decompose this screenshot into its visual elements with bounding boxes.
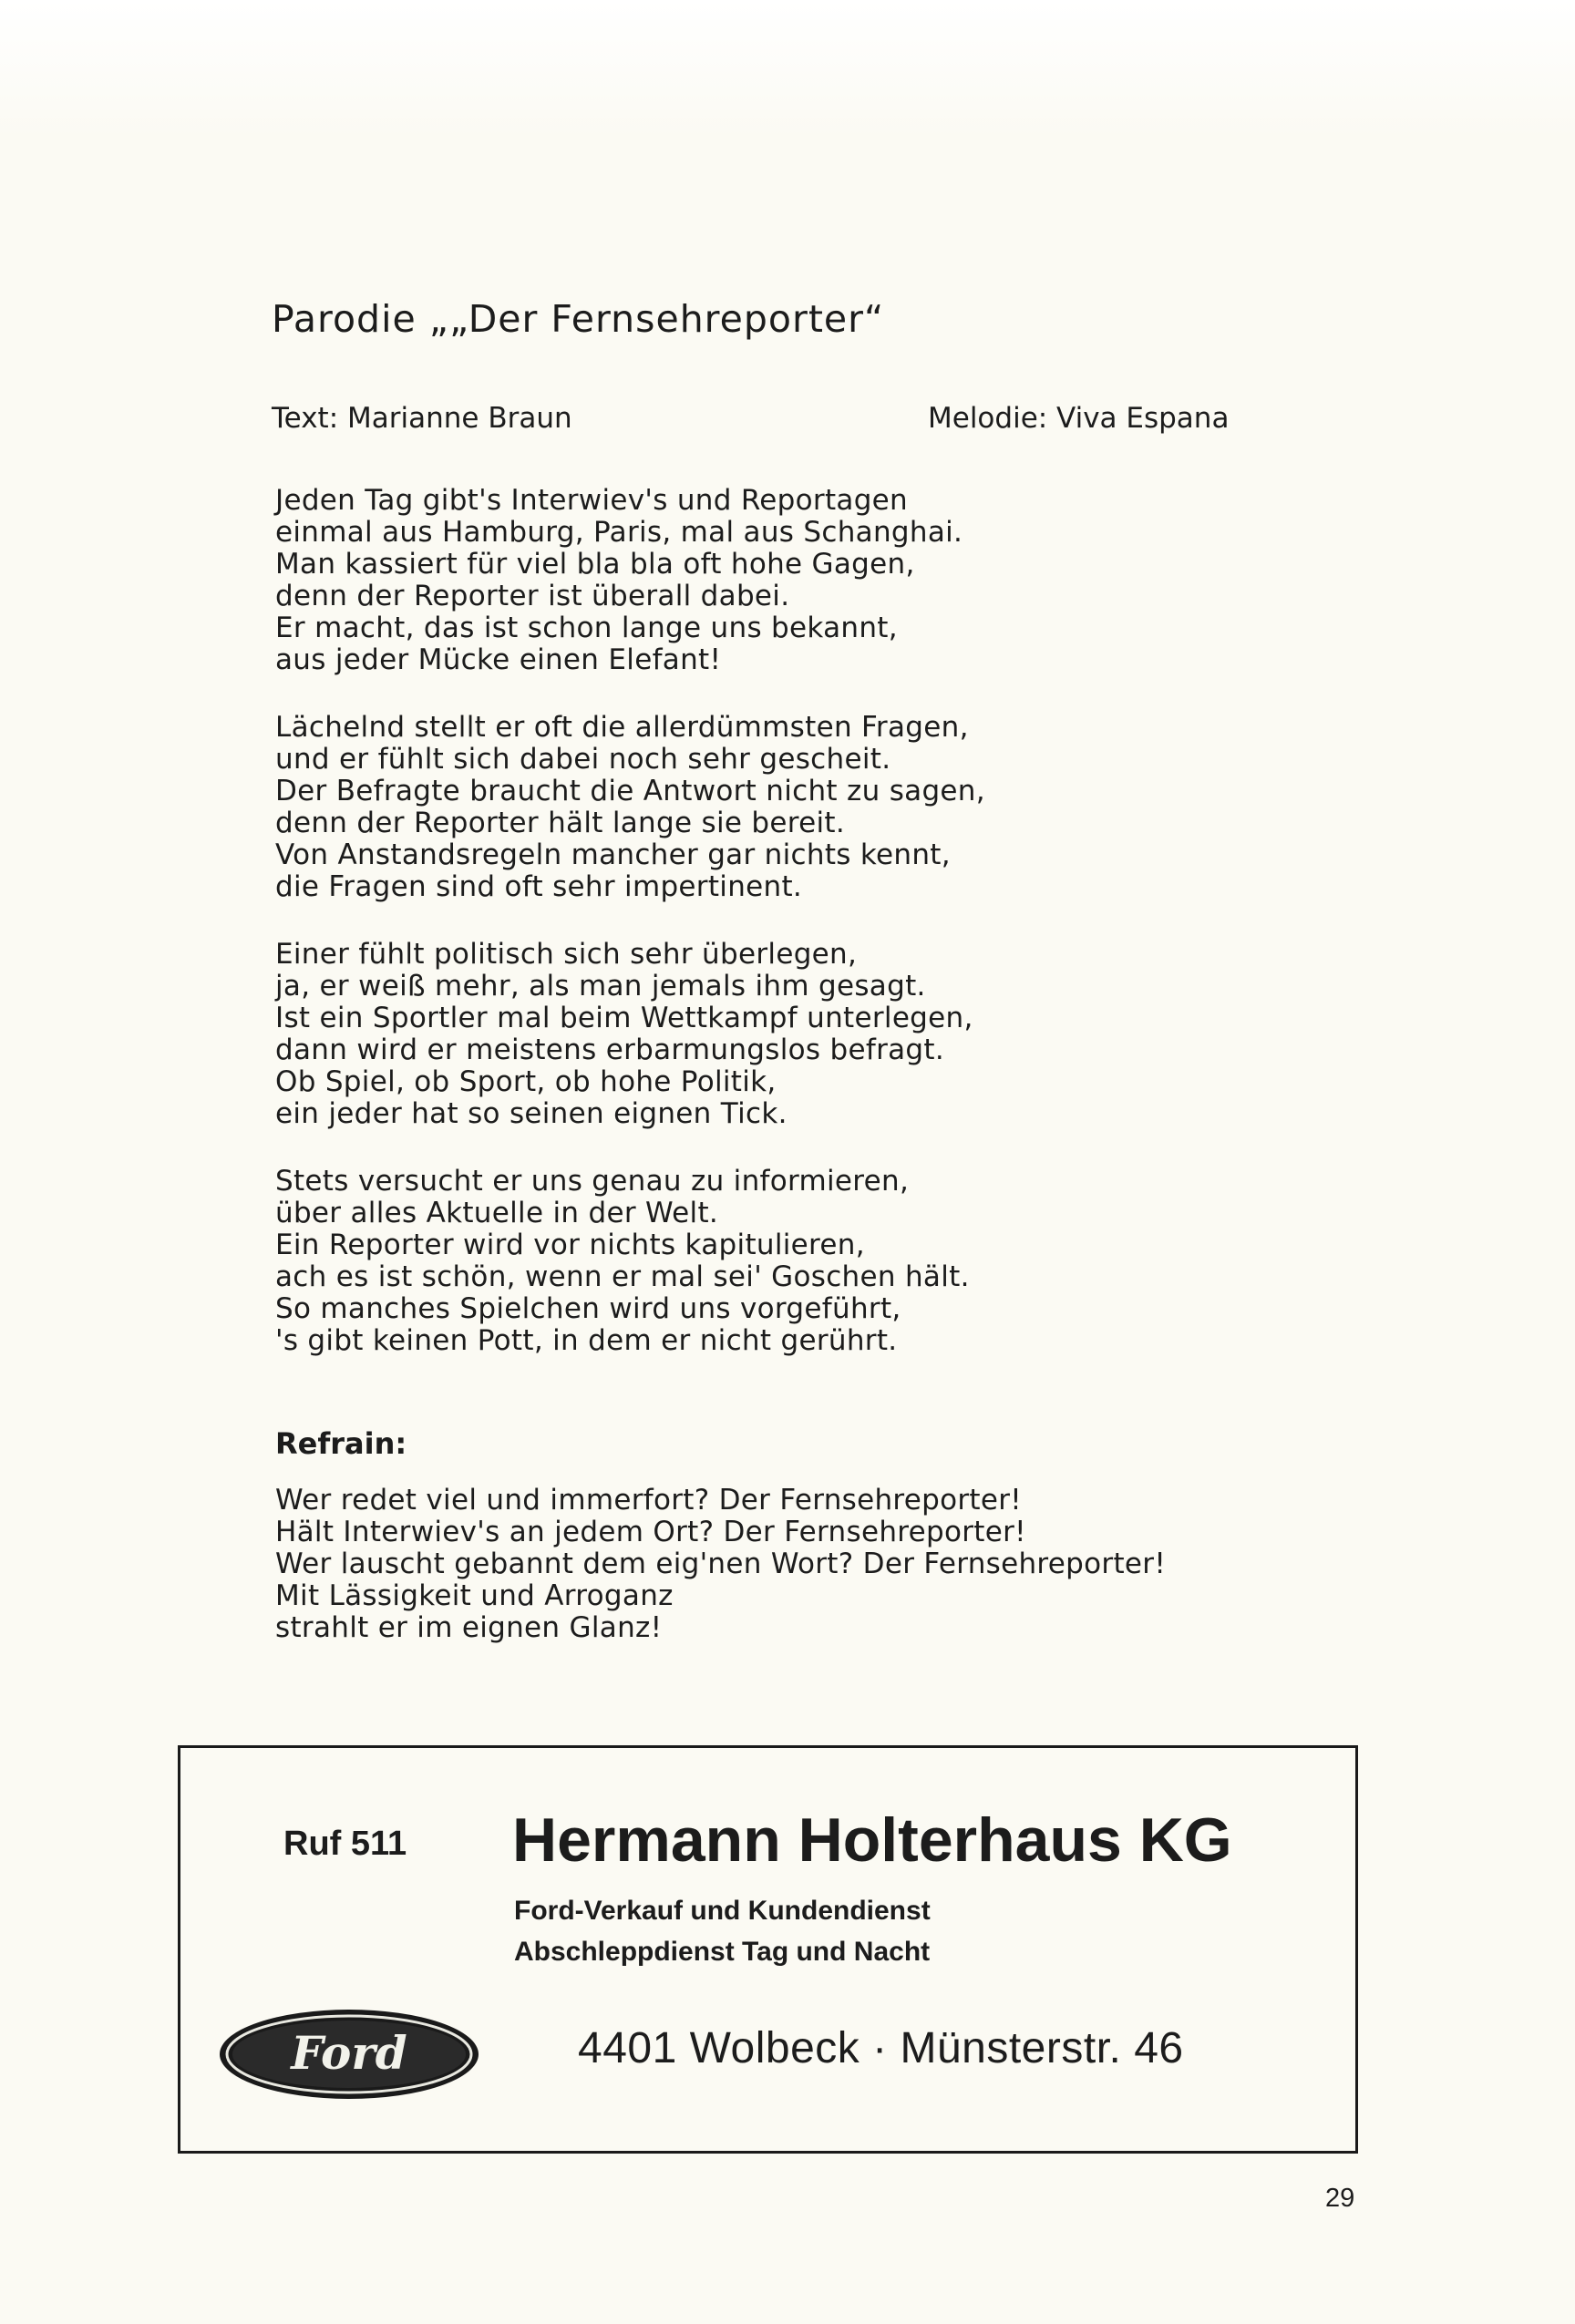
stanza-line: denn der Reporter hält lange sie bereit. bbox=[275, 807, 846, 839]
stanza-line: ach es ist schön, wenn er mal sei' Goschen hält. bbox=[275, 1260, 970, 1293]
stanza-line: ein jeder hat so seinen eignen Tick. bbox=[275, 1097, 788, 1130]
refrain-line: Mit Lässigkeit und Arroganz bbox=[275, 1579, 674, 1612]
ford-logo-text: Ford bbox=[291, 2026, 407, 2080]
stanza-line: 's gibt keinen Pott, in dem er nicht gerührt. bbox=[275, 1324, 898, 1357]
stanza-line: und er fühlt sich dabei noch sehr gescheit. bbox=[275, 743, 891, 776]
stanza-line: Einer fühlt politisch sich sehr überlegen, bbox=[275, 938, 858, 971]
page-title: Parodie „„Der Fernsehreporter“ bbox=[272, 297, 885, 341]
stanza-line: dann wird er meistens erbarmungslos befragt. bbox=[275, 1033, 944, 1066]
refrain bbox=[275, 1485, 1278, 1644]
stanza-line: Der Befragte braucht die Antwort nicht zu sagen, bbox=[275, 775, 985, 807]
stanza-line: So manches Spielchen wird uns vorgeführt, bbox=[275, 1292, 901, 1325]
melody-credit: Melodie: Viva Espana bbox=[928, 402, 1230, 435]
refrain-line: Wer lauscht gebannt dem eig'nen Wort? Der Fernsehreporter! bbox=[275, 1548, 1167, 1580]
stanza-line: Stets versucht er uns genau zu informieren, bbox=[275, 1165, 910, 1198]
stanza-line: Lächelnd stellt er oft die allerdümmsten Fragen, bbox=[275, 711, 969, 744]
stanza-line: Man kassiert für viel bla bla oft hohe Gagen, bbox=[275, 548, 915, 581]
refrain-line: Hält Interwiev's an jedem Ort? Der Fernsehreporter! bbox=[275, 1516, 1026, 1548]
stanza-line: die Fragen sind oft sehr impertinent. bbox=[275, 870, 803, 903]
stanza-line: Jeden Tag gibt's Interwiev's und Reportagen bbox=[275, 484, 909, 517]
lyrics-author: Text: Marianne Braun bbox=[272, 402, 572, 435]
ad-company-name: Hermann Holterhaus KG bbox=[512, 1805, 1232, 1875]
page-top-shade bbox=[0, 0, 1575, 137]
stanza-line: über alles Aktuelle in der Welt. bbox=[275, 1197, 719, 1229]
ad-service-sales: Ford-Verkauf und Kundendienst bbox=[514, 1896, 931, 1926]
stanza-2 bbox=[275, 712, 1278, 903]
stanza-line: Ob Spiel, ob Sport, ob hohe Politik, bbox=[275, 1065, 777, 1098]
ad-address: 4401 Wolbeck · Münsterstr. 46 bbox=[578, 2024, 1184, 2072]
stanza-line: einmal aus Hamburg, Paris, mal aus Schanghai. bbox=[275, 516, 963, 549]
refrain-heading: Refrain: bbox=[275, 1426, 407, 1461]
stanza-line: denn der Reporter ist überall dabei. bbox=[275, 580, 790, 612]
refrain-line: strahlt er im eignen Glanz! bbox=[275, 1611, 663, 1644]
ad-phone-number: Ruf 511 bbox=[283, 1825, 407, 1863]
refrain-line: Wer redet viel und immerfort? Der Fernsehreporter! bbox=[275, 1484, 1023, 1517]
stanza-line: Er macht, das ist schon lange uns bekannt, bbox=[275, 612, 898, 644]
stanza-3 bbox=[275, 939, 1278, 1130]
stanza-1 bbox=[275, 485, 1278, 676]
stanza-line: ja, er weiß mehr, als man jemals ihm gesagt. bbox=[275, 970, 926, 1003]
stanza-line: Von Anstandsregeln mancher gar nichts kennt, bbox=[275, 838, 951, 871]
stanza-line: Ein Reporter wird vor nichts kapitulieren, bbox=[275, 1229, 865, 1261]
stanza-line: aus jeder Mücke einen Elefant! bbox=[275, 643, 722, 676]
stanza-line: Ist ein Sportler mal beim Wettkampf unterlegen, bbox=[275, 1002, 973, 1034]
ad-service-towing: Abschleppdienst Tag und Nacht bbox=[514, 1937, 931, 1967]
ford-logo-icon bbox=[217, 2007, 481, 2102]
stanza-4 bbox=[275, 1166, 1278, 1357]
advertisement-box bbox=[178, 1745, 1358, 2154]
page-number: 29 bbox=[1325, 2184, 1355, 2213]
